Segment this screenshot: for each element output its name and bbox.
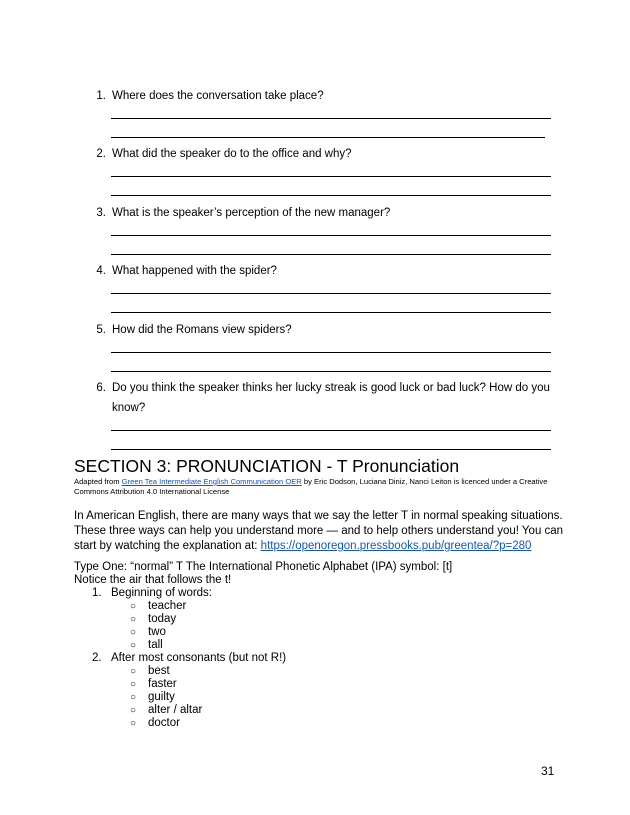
hollow-bullet-icon: ○ xyxy=(130,692,137,703)
hollow-bullet-icon: ○ xyxy=(130,614,137,625)
answer-line[interactable] xyxy=(111,195,551,196)
example-word: today xyxy=(148,613,177,625)
question-number: 1. xyxy=(96,90,106,102)
question-text: Where does the conversation take place? xyxy=(112,90,324,102)
hollow-bullet-icon: ○ xyxy=(130,601,137,612)
question-text: What did the speaker do to the office and why? xyxy=(112,148,352,160)
question-number: 6. xyxy=(96,382,106,394)
question-number: 4. xyxy=(96,265,106,277)
question-text: What happened with the spider? xyxy=(112,265,277,277)
list-label: Beginning of words: xyxy=(111,587,213,599)
section-title: SECTION 3: PRONUNCIATION - T Pronunciation xyxy=(74,456,460,476)
example-word: teacher xyxy=(148,600,187,612)
explanation-link[interactable]: https://openoregon.pressbooks.pub/greentea/?p=280 xyxy=(260,540,532,552)
question-1 xyxy=(92,86,562,106)
hollow-bullet-icon: ○ xyxy=(130,640,137,651)
answer-line[interactable] xyxy=(111,449,551,450)
hollow-bullet-icon: ○ xyxy=(130,718,137,729)
hollow-bullet-icon: ○ xyxy=(130,705,137,716)
type-one-note: Notice the air that follows the t! xyxy=(74,574,232,586)
hollow-bullet-icon: ○ xyxy=(130,627,137,638)
example-word: two xyxy=(148,626,166,638)
answer-line[interactable] xyxy=(111,371,551,372)
answer-line[interactable] xyxy=(111,235,551,236)
attribution-credit xyxy=(74,477,559,497)
example-word: guilty xyxy=(148,691,175,703)
answer-line[interactable] xyxy=(111,118,551,119)
answer-line[interactable] xyxy=(111,430,551,431)
list-number: 2. xyxy=(92,652,102,664)
question-5 xyxy=(92,320,562,340)
list-label: After most consonants (but not R!) xyxy=(111,652,287,664)
example-word: alter / altar xyxy=(148,704,203,716)
example-word: tall xyxy=(148,639,163,651)
question-3 xyxy=(92,203,562,223)
question-text: What is the speaker’s perception of the new manager? xyxy=(112,207,391,219)
question-text: How did the Romans view spiders? xyxy=(112,324,292,336)
answer-line[interactable] xyxy=(111,137,545,138)
answer-line[interactable] xyxy=(111,293,551,294)
page-number: 31 xyxy=(541,764,555,778)
answer-line[interactable] xyxy=(111,352,551,353)
type-one-heading: Type One: “normal” T The International Phonetic Alphabet (IPA) symbol: [t] xyxy=(74,561,453,573)
credit-suffix: by Eric Dodson, Luciana Diniz, Nanci Leiton is licenced under a Creative Commons Attribution 4.0 International License xyxy=(74,477,548,496)
intro-paragraph xyxy=(74,509,564,554)
hollow-bullet-icon: ○ xyxy=(130,679,137,690)
question-number: 2. xyxy=(96,148,106,160)
hollow-bullet-icon: ○ xyxy=(130,666,137,677)
intro-text: In American English, there are many ways that we say the letter T in normal speaking situations. These three ways can help you understand more — and to help others understand you! You can start by watching the explanation at: xyxy=(74,510,564,552)
question-4 xyxy=(92,261,562,281)
answer-line[interactable] xyxy=(111,176,551,177)
question-2 xyxy=(92,144,562,164)
answer-line[interactable] xyxy=(111,254,551,255)
question-6 xyxy=(92,378,562,418)
source-link[interactable]: Green Tea Intermediate English Communication OER xyxy=(121,477,302,486)
answer-line[interactable] xyxy=(111,312,551,313)
example-word: faster xyxy=(148,678,177,690)
example-word: doctor xyxy=(148,717,180,729)
question-number: 3. xyxy=(96,207,106,219)
question-text: Do you think the speaker thinks her lucky streak is good luck or bad luck? How do you know? xyxy=(112,382,550,414)
question-number: 5. xyxy=(96,324,106,336)
example-word: best xyxy=(148,665,170,677)
credit-prefix: Adapted from xyxy=(74,477,122,486)
list-number: 1. xyxy=(92,587,102,599)
